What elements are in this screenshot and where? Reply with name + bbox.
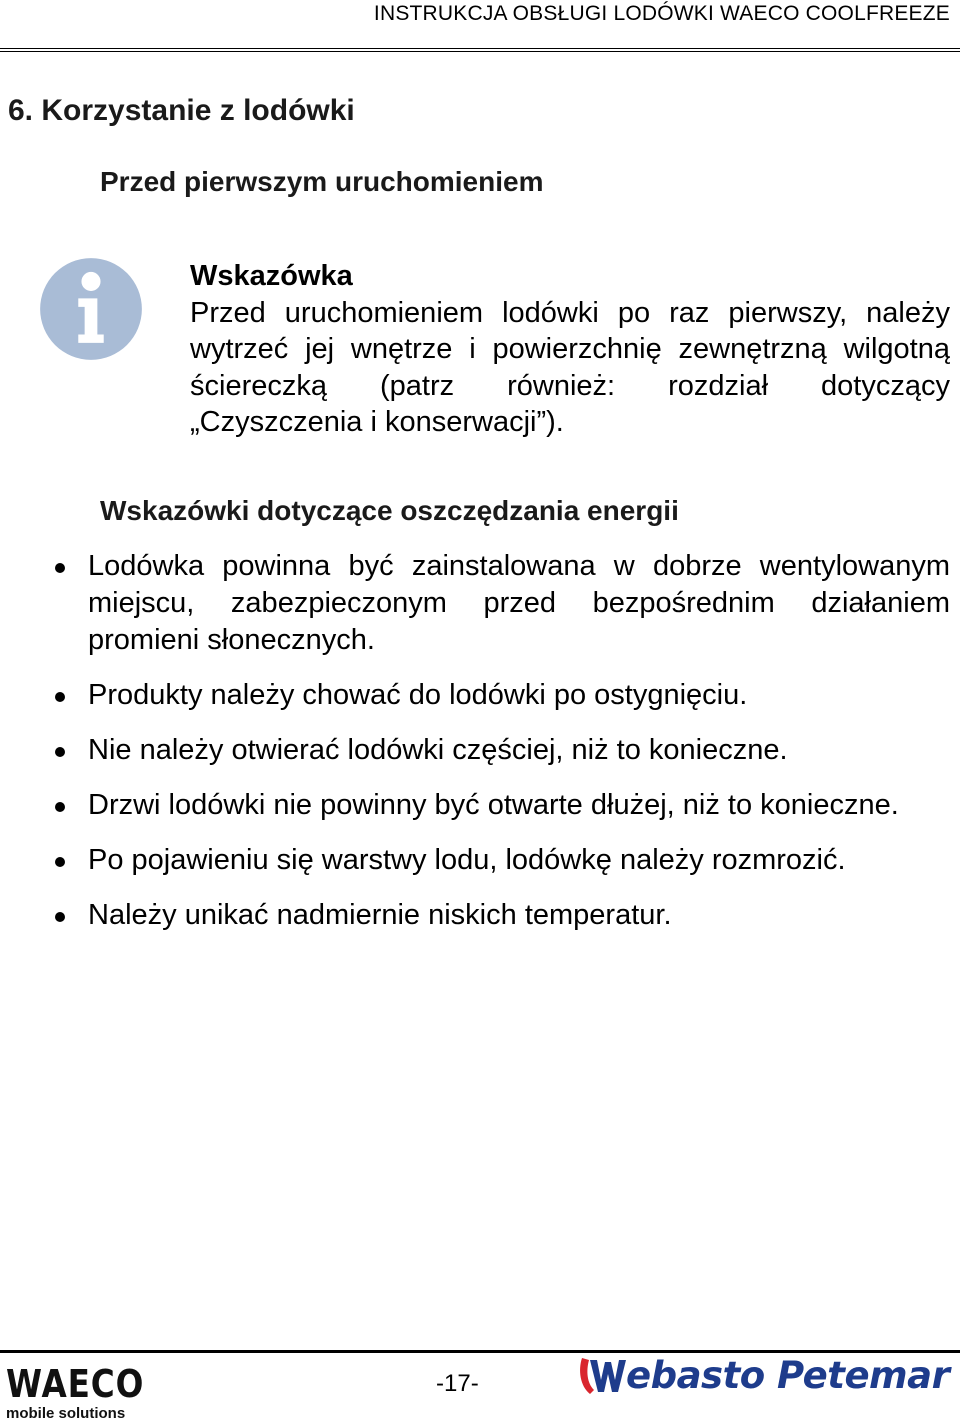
bullet-icon (55, 747, 65, 757)
info-icon (38, 256, 144, 362)
waeco-logo (6, 1362, 145, 1422)
list-item-text: Należy unikać nadmiernie niskich temperatur. (88, 899, 672, 931)
list-item (0, 732, 960, 769)
waeco-logo-name: WAECO (6, 1362, 145, 1406)
webasto-logo-text: ebasto Petemar (626, 1354, 950, 1397)
list-item (0, 787, 960, 824)
list-item-text: Po pojawieniu się warstwy lodu, lodówkę należy rozmrozić. (88, 844, 846, 876)
list-item (0, 548, 960, 659)
list-item (0, 842, 960, 879)
footer-rule (0, 1350, 960, 1353)
bullet-icon (55, 692, 65, 702)
list-item-text: Produkty należy chować do lodówki po ostygnięciu. (88, 679, 748, 711)
running-header: INSTRUKCJA OBSŁUGI LODÓWKI WAECO COOLFREEZE (373, 2, 950, 25)
section-title: 6. Korzystanie z lodówki (8, 94, 355, 127)
page-number: -17- (436, 1370, 479, 1397)
subsection-title: Przed pierwszym uruchomieniem (100, 166, 544, 197)
energy-tips-list (0, 548, 960, 952)
list-item (0, 677, 960, 714)
bullet-icon (55, 857, 65, 867)
note-block (190, 258, 950, 441)
waeco-logo-tagline: mobile solutions (6, 1405, 126, 1422)
list-item-text: Lodówka powinna być zainstalowana w dobrze wentylowanym miejscu, zabezpieczonym przed bezpośrednim działaniem promieni słonecznych. (88, 550, 950, 656)
bullet-icon (55, 802, 65, 812)
header-rule (0, 48, 960, 52)
list-item-text: Nie należy otwierać lodówki częściej, niż to konieczne. (88, 734, 788, 766)
bullet-icon (55, 563, 65, 573)
energy-tips-title: Wskazówki dotyczące oszczędzania energii (100, 495, 679, 526)
webasto-w-mark-icon (576, 1354, 628, 1398)
list-item (0, 897, 960, 934)
bullet-icon (55, 912, 65, 922)
note-heading: Wskazówka (190, 260, 353, 292)
webasto-petemar-logo (576, 1354, 954, 1398)
list-item-text: Drzwi lodówki nie powinny być otwarte dłużej, niż to konieczne. (88, 789, 899, 821)
note-text: Przed uruchomieniem lodówki po raz pierwszy, należy wytrzeć jej wnętrze i powierzchnię zewnętrzną wilgotną ściereczką (patrz również: rozdział dotyczący „Czyszczenia i konserwacji”). (190, 296, 950, 438)
